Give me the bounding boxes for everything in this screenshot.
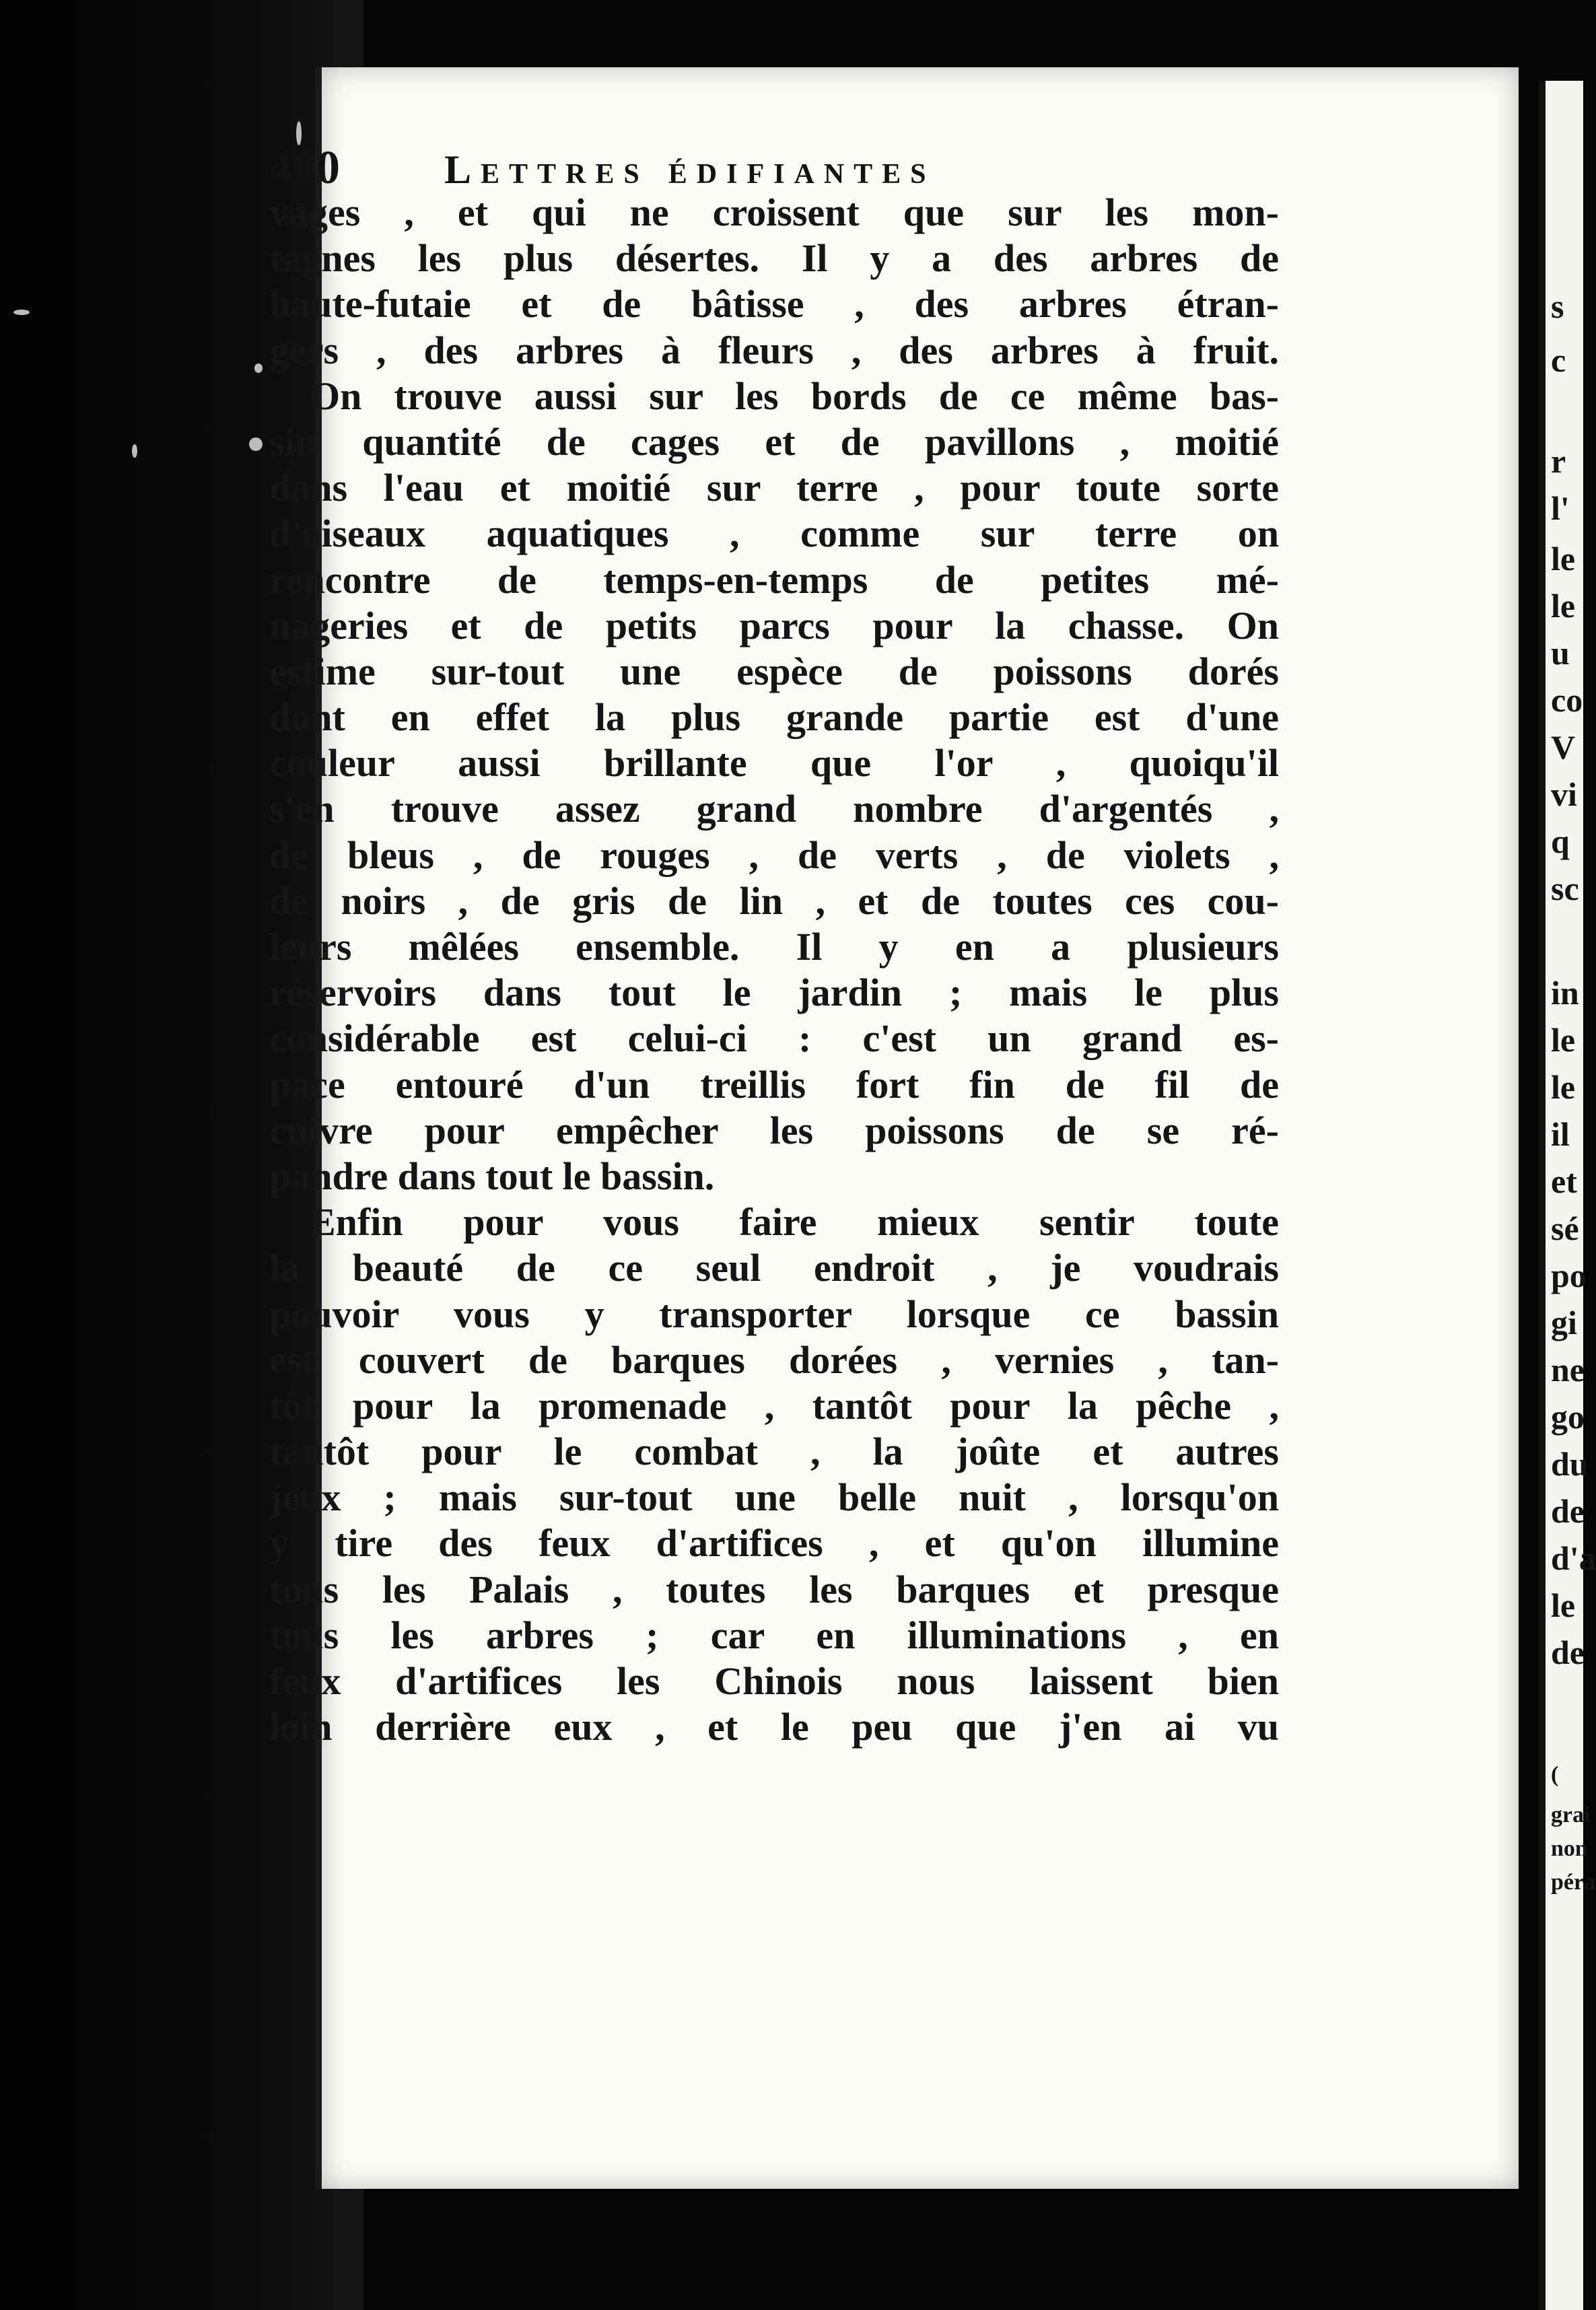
text-line: cuivre pour empêcher les poissons de se ré- <box>269 1108 1279 1152</box>
adjacent-page-fragment: go <box>1551 1398 1585 1436</box>
adjacent-page-fragment: vi <box>1551 775 1577 813</box>
adjacent-page-fragment: q <box>1551 823 1570 860</box>
text-line: la beauté de ce seul endroit , je voudrais <box>269 1246 1279 1290</box>
adjacent-page-fragment: l' <box>1551 489 1570 527</box>
text-line: Enfin pour vous faire mieux sentir toute <box>310 1200 1279 1245</box>
adjacent-page-fragment: ne <box>1551 1351 1585 1389</box>
text-line: tantôt pour le combat , la joûte et autres <box>269 1430 1279 1474</box>
adjacent-page-fragment: le <box>1551 1586 1576 1624</box>
adjacent-page-fragment: le <box>1551 1068 1576 1106</box>
adjacent-page-fragment: de <box>1551 1634 1585 1671</box>
adjacent-page-fragment: de <box>1551 1492 1585 1530</box>
adjacent-page-fragment: u <box>1551 634 1570 672</box>
adjacent-page-fragment: grai <box>1551 1803 1591 1827</box>
text-line: estime sur-tout une espèce de poissons dorés <box>269 649 1279 693</box>
text-line: couleur aussi brillante que l'or , quoiqu'il <box>269 741 1279 785</box>
text-line: tous les Palais , toutes les barques et presque <box>269 1567 1279 1611</box>
adjacent-page-fragment: ( <box>1551 1762 1559 1787</box>
text-line: feux d'artifices les Chinois nous laissent bien <box>269 1659 1279 1703</box>
adjacent-page-fragment: sc <box>1551 870 1579 907</box>
adjacent-page-fragment: gi <box>1551 1304 1577 1341</box>
text-line: jeux ; mais sur-tout une belle nuit , lorsqu'on <box>269 1475 1279 1520</box>
text-line: leurs mêlées ensemble. Il y en a plusieurs <box>269 925 1279 969</box>
dust-speck <box>13 310 30 315</box>
adjacent-page-fragment: s <box>1551 287 1564 325</box>
adjacent-page-edge <box>1539 81 1596 2310</box>
text-line: considérable est celui-ci : c'est un grand es- <box>269 1016 1279 1061</box>
text-line: pouvoir vous y transporter lorsque ce bassin <box>269 1292 1279 1336</box>
adjacent-page-fragment: il <box>1551 1115 1570 1153</box>
running-title: Lettres édifiantes <box>444 147 936 192</box>
adjacent-page-fragment: péra <box>1551 1870 1596 1895</box>
running-head <box>269 135 1272 195</box>
dust-speck <box>132 444 137 458</box>
text-line: haute-futaie et de bâtisse , des arbres étran- <box>269 282 1279 326</box>
text-line: pace entouré d'un treillis fort fin de fil de <box>269 1062 1279 1107</box>
text-line: sin quantité de cages et de pavillons , moitié <box>269 419 1279 464</box>
adjacent-page-fragment: le <box>1551 540 1576 578</box>
text-line: tagnes les plus désertes. Il y a des arbres de <box>269 236 1279 281</box>
adjacent-page-fragment: non <box>1551 1836 1588 1861</box>
text-line: On trouve aussi sur les bords de ce même bas- <box>310 374 1279 418</box>
text-line: tôt pour la promenade , tantôt pour la pêche , <box>269 1383 1279 1428</box>
text-line: pandre dans tout le bassin. <box>269 1154 715 1198</box>
body-text <box>269 190 1279 1750</box>
adjacent-page-fragment: le <box>1551 587 1576 625</box>
text-line: tous les arbres ; car en illuminations , en <box>269 1613 1279 1657</box>
adjacent-page-fragment: V <box>1551 728 1576 766</box>
text-line: s'en trouve assez grand nombre d'argentés , <box>269 787 1279 831</box>
text-line: dans l'eau et moitié sur terre , pour toute sorte <box>269 466 1279 510</box>
adjacent-page-fragment: r <box>1551 442 1566 480</box>
text-line: y tire des feux d'artifices , et qu'on illumine <box>269 1521 1279 1566</box>
text-line: rencontre de temps-en-temps de petites mé- <box>269 557 1279 602</box>
adjacent-page-fragment: sé <box>1551 1210 1579 1247</box>
text-line: dont en effet la plus grande partie est d'une <box>269 695 1279 740</box>
text-line: d'oiseaux aquatiques , comme sur terre on <box>269 512 1279 556</box>
adjacent-page-fragment: co <box>1551 681 1583 719</box>
text-line: loin derrière eux , et le peu que j'en ai vu <box>269 1705 1279 1749</box>
text-line: gers , des arbres à fleurs , des arbres à fruit. <box>269 328 1279 372</box>
adjacent-page-fragment: du <box>1551 1445 1589 1483</box>
text-line: de bleus , de rouges , de verts , de violets , <box>269 833 1279 877</box>
adjacent-page-fragment: le <box>1551 1021 1576 1059</box>
adjacent-page-fragment: et <box>1551 1162 1577 1200</box>
adjacent-page-fragment: po <box>1551 1257 1587 1294</box>
text-line: est couvert de barques dorées , vernies , tan- <box>269 1337 1279 1382</box>
text-line: nageries et de petits parcs pour la chasse. On <box>269 603 1279 648</box>
page-number: 400 <box>269 142 340 194</box>
dust-speck <box>249 438 263 451</box>
adjacent-page-fragment: d'a <box>1551 1539 1596 1577</box>
adjacent-page-fragment: in <box>1551 974 1579 1012</box>
text-line: réservoirs dans tout le jardin ; mais le plus <box>269 971 1279 1015</box>
dust-speck <box>254 363 263 373</box>
text-line: vages , et qui ne croissent que sur les mon- <box>269 190 1279 234</box>
adjacent-page-fragment: c <box>1551 341 1566 379</box>
text-line: de noirs , de gris de lin , et de toutes ces cou- <box>269 878 1279 923</box>
